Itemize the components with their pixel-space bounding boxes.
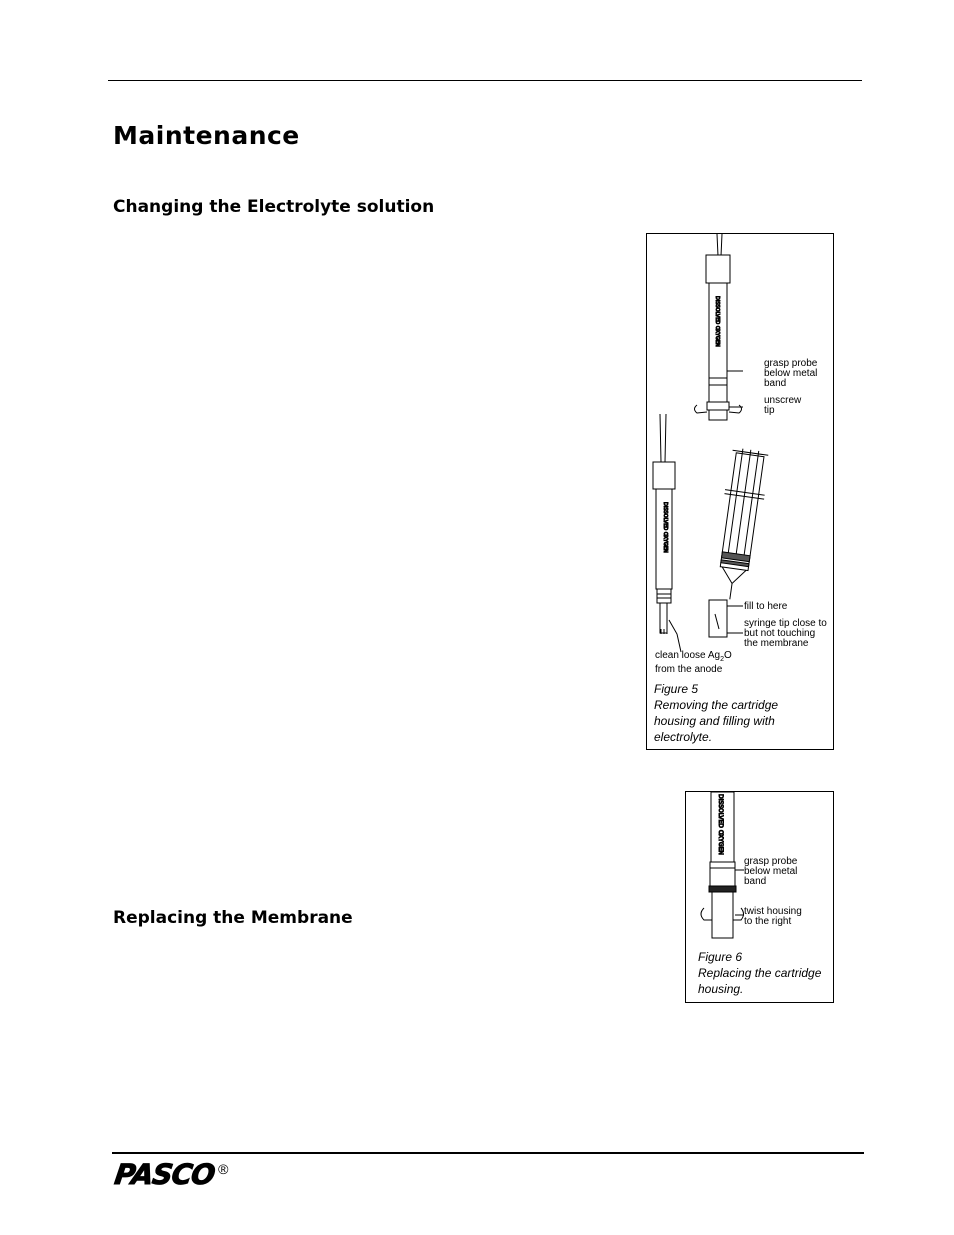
page-title: Maintenance — [113, 121, 300, 150]
figure-5-label-unscrew: unscrew tip — [764, 395, 802, 416]
header-rule — [108, 80, 862, 81]
svg-text:DISSOLVED OXYGEN: DISSOLVED OXYGEN — [662, 502, 668, 553]
section-heading-electrolyte: Changing the Electrolyte solution — [113, 197, 435, 217]
figure-5-label-grasp: grasp probe below metal band — [764, 358, 818, 389]
svg-text:DISSOLVED OXYGEN: DISSOLVED OXYGEN — [717, 794, 724, 855]
figure-5-label-syringe: syringe tip close to but not touching the membrane — [744, 618, 827, 649]
figure-6-caption: Figure 6 Replacing the cartridge housing. — [698, 950, 822, 996]
svg-text:DISSOLVED OXYGEN: DISSOLVED OXYGEN — [714, 296, 720, 347]
registered-mark: ® — [218, 1161, 229, 1177]
figure-5-caption: Figure 5 Removing the cartridge housing and filling with electrolyte. — [654, 682, 779, 744]
figure-5 — [646, 233, 834, 750]
figure-5-label-clean: clean loose $Ag_2O$ from the anode — [655, 650, 732, 675]
figure-6-label-twist: twist housing to the right — [744, 906, 802, 927]
pasco-logo — [112, 1158, 229, 1191]
figure-6-label-grasp: grasp probe below metal band — [744, 856, 798, 887]
section-heading-membrane: Replacing the Membrane — [113, 908, 353, 928]
figure-6 — [685, 791, 834, 1003]
figure-5-label-fill: fill to here — [744, 601, 788, 612]
footer-rule — [112, 1152, 864, 1154]
logo-wordmark: PASCO — [112, 1158, 217, 1191]
